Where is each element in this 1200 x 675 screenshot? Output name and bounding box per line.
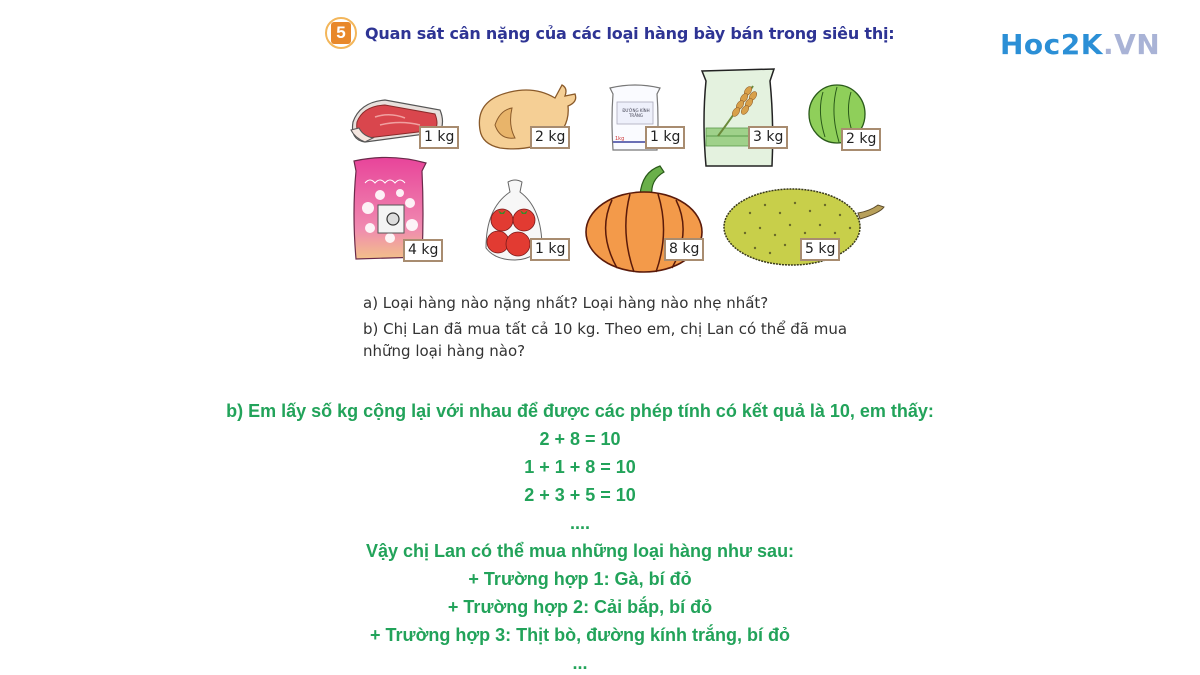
rice-bag-icon <box>698 66 778 171</box>
item-detergent <box>350 153 450 265</box>
questions <box>363 292 903 364</box>
weight-label: 2 kg <box>841 128 881 151</box>
problem-number: 5 <box>331 22 351 44</box>
weight-label: 8 kg <box>664 238 704 261</box>
weight-label: 2 kg <box>530 126 570 149</box>
item-pumpkin <box>582 160 712 275</box>
logo-text-main: Hoc2K <box>1000 28 1103 61</box>
answer-intro: b) Em lấy số kg cộng lại với nhau để được các phép tính có kết quả là 10, em thấy: <box>226 401 934 421</box>
answer-conclusion: Vậy chị Lan có thể mua những loại hàng như sau: <box>365 541 795 561</box>
sugar-bag-label: ĐƯỜNG KÍNH TRẮNG <box>622 108 650 118</box>
problem-title: Quan sát cân nặng của các loại hàng bày bán trong siêu thị: <box>365 23 895 43</box>
sugar-bag-small-weight: 1kg <box>615 136 625 142</box>
item-beef <box>345 92 465 152</box>
case-item: + Trường hợp 3: Thịt bò, đường kính trắng, bí đỏ <box>370 625 790 645</box>
answer-section <box>0 397 1160 675</box>
item-jackfruit <box>720 183 890 268</box>
weight-label: 1 kg <box>419 126 459 149</box>
equation: 2 + 8 = 10 <box>539 429 621 449</box>
question-b-line1: b) Chị Lan đã mua tất cả 10 kg. Theo em, chị Lan có thể đã mua <box>363 320 848 338</box>
weight-label: 1 kg <box>530 238 570 261</box>
weight-label: 5 kg <box>800 238 840 261</box>
item-rice <box>698 66 798 171</box>
item-tomatoes <box>480 178 575 263</box>
case-item: + Trường hợp 1: Gà, bí đỏ <box>468 569 692 589</box>
equation: 1 + 1 + 8 = 10 <box>524 457 636 477</box>
weight-label: 3 kg <box>748 126 788 149</box>
weight-label: 1 kg <box>645 126 685 149</box>
site-logo[interactable] <box>1000 28 1160 61</box>
item-sugar <box>605 80 700 155</box>
ellipsis: .... <box>569 513 590 533</box>
question-b-line2: những loại hàng nào? <box>363 342 526 360</box>
logo-text-domain: .VN <box>1102 28 1161 61</box>
item-cabbage <box>805 82 900 152</box>
item-chicken <box>470 80 590 155</box>
equation: 2 + 3 + 5 = 10 <box>524 485 636 505</box>
problem-header <box>325 17 895 49</box>
problem-number-badge <box>325 17 357 49</box>
case-item: + Trường hợp 2: Cải bắp, bí đỏ <box>447 597 713 617</box>
question-a: a) Loại hàng nào nặng nhất? Loại hàng nào nhẹ nhất? <box>363 294 769 312</box>
ellipsis: ... <box>572 653 588 673</box>
weight-label: 4 kg <box>403 239 443 262</box>
